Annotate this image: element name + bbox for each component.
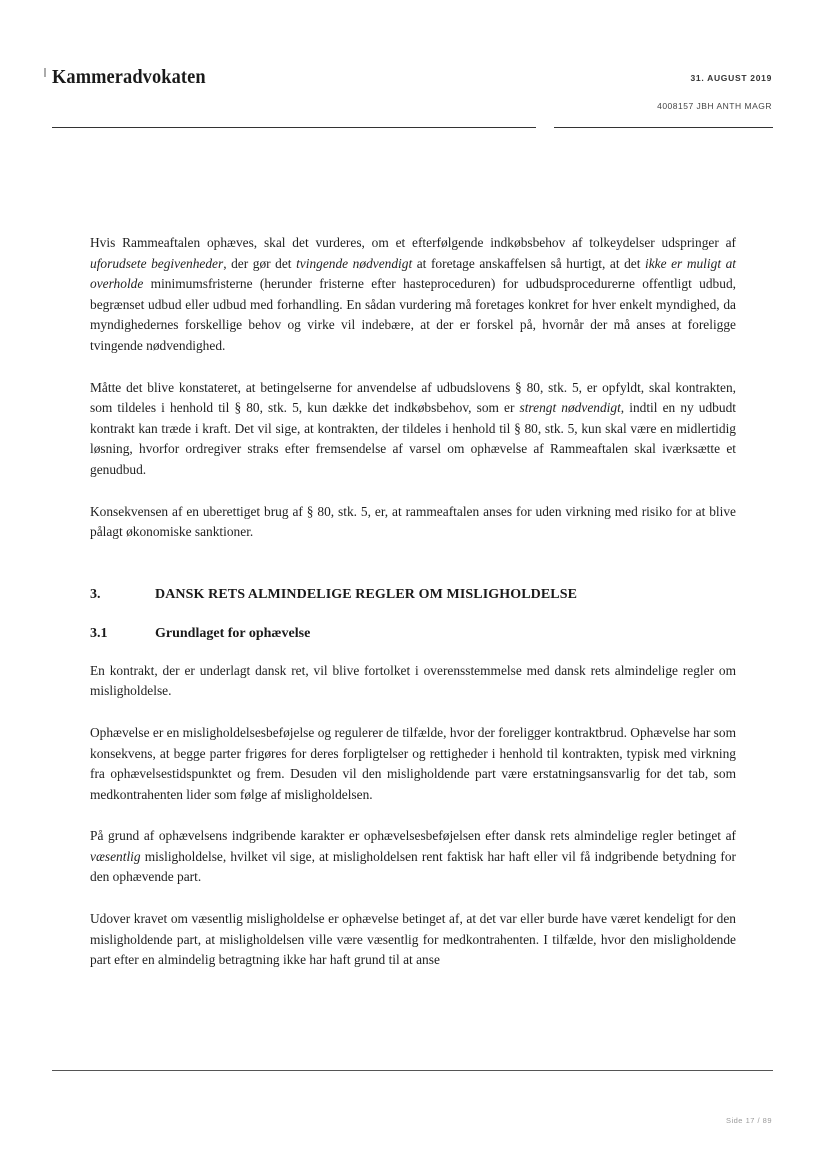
page-number: Side 17 / 89	[725, 1116, 772, 1125]
paragraph-text: På grund af ophævelsens indgribende karakter er ophævelsesbeføjelsen efter dansk rets almindelige regler betinget af	[90, 828, 736, 844]
document-reference: 4008157 JBH ANTH MAGR	[657, 101, 772, 111]
section-title: DANSK RETS ALMINDELIGE REGLER OM MISLIGHOLDELSE	[155, 586, 578, 602]
paragraph-text: misligholdelse, hvilket vil sige, at misligholdelsen rent faktisk har haft eller vil få indgribende betydning for den ophævende part.	[90, 848, 736, 885]
emphasis-text: væsentlig	[90, 848, 141, 864]
paragraph-text: at foretage anskaffelsen så hurtigt, at det	[412, 255, 646, 271]
section-heading	[90, 585, 736, 605]
footer-rule	[52, 1070, 773, 1071]
document-date: 31. AUGUST 2019	[690, 73, 772, 83]
paragraph-text: Måtte det blive konstateret, at betingelserne for anvendelse af udbudslovens § 80, stk. 5, er opfyldt, skal kontrakten, som tildeles i henhold til § 80, stk. 5, kun dække det indkøbsbehov, som er	[90, 379, 736, 416]
subsection-title: Grundlaget for ophævelse	[155, 625, 311, 641]
paragraph: Udover kravet om væsentlig misligholdelse er ophævelse betinget af, at det var eller burde have været kendeligt for den misligholdende part, at misligholdelsen ville være væsentlig for medkontrahenten. I tilfælde, hvor den misligholdende part efter en almindelig betragtning ikke har haft grund til at anse	[90, 911, 736, 968]
paragraph: Konsekvensen af en uberettiget brug af § 80, stk. 5, er, at rammeaftalen anses for uden virkning med risiko for at blive pålagt økonomiske sanktioner.	[90, 503, 736, 540]
paragraph	[90, 233, 736, 357]
paragraph-text: Hvis Rammeaftalen ophæves, skal det vurderes, om et efterfølgende indkøbsbehov af tolkeydelser udspringer af	[90, 235, 736, 250]
emphasis-text: strengt nødvendigt	[519, 400, 621, 416]
subsection-number: 3.1	[90, 625, 108, 641]
paragraph-text: , der gør det	[223, 255, 297, 271]
logo-mark	[44, 68, 51, 77]
emphasis-text: tvingende nødvendigt	[296, 255, 413, 271]
paragraph	[90, 826, 736, 888]
section-number: 3.	[90, 586, 101, 602]
paragraph-text: minimumsfristerne (herunder fristerne efter hasteproceduren) for udbudsprocedurerne offentligt udbud, begrænset udbud eller udbud med forhandling. En sådan vurdering må foretages konkret for hver enkelt myndighed, da myndighedernes forskellige behov og virke vil indebære, at der er forskel på, hvornår der må anses at foreligge tvingende nødvendighed.	[90, 276, 736, 353]
document-body	[90, 233, 736, 971]
paragraph: En kontrakt, der er underlagt dansk ret, vil blive fortolket i overensstemmelse med dansk rets almindelige regler om misligholdelse.	[90, 662, 736, 699]
paragraph: Ophævelse er en misligholdelsesbeføjelse og regulerer de tilfælde, hvor der foreligger kontraktbrud. Ophævelse har som konsekvens, at begge parter frigøres for deres forpligtelser og rettigheder i henhold til kontrakten, typisk med virkning fra ophævelsestidspunktet og frem. Desuden vil den misligholdende part være erstatningsansvarlig for det tab, som medkontrahenten lider som følge af misligholdelsen.	[90, 724, 736, 802]
emphasis-text: uforudsete begivenheder	[90, 255, 224, 271]
header-rule-right	[554, 127, 773, 128]
emphasis-text: ikke er muligt at overholde	[90, 255, 737, 292]
firm-logo: Kammeradvokaten	[52, 66, 206, 88]
subsection-heading	[90, 624, 736, 644]
paragraph	[90, 378, 736, 481]
header-rule-left	[52, 127, 536, 128]
paragraph-text: , indtil en ny udbudt kontrakt kan træde i kraft. Det vil sige, at kontrakten, der tildeles i henhold til § 80, stk. 5, kun skal være en midlertidig løsning, hvorfor ordregiver straks efter fremsendelse af varsel om ophævelse af Rammeaftalen skal iværksætte et genudbud.	[90, 400, 736, 477]
